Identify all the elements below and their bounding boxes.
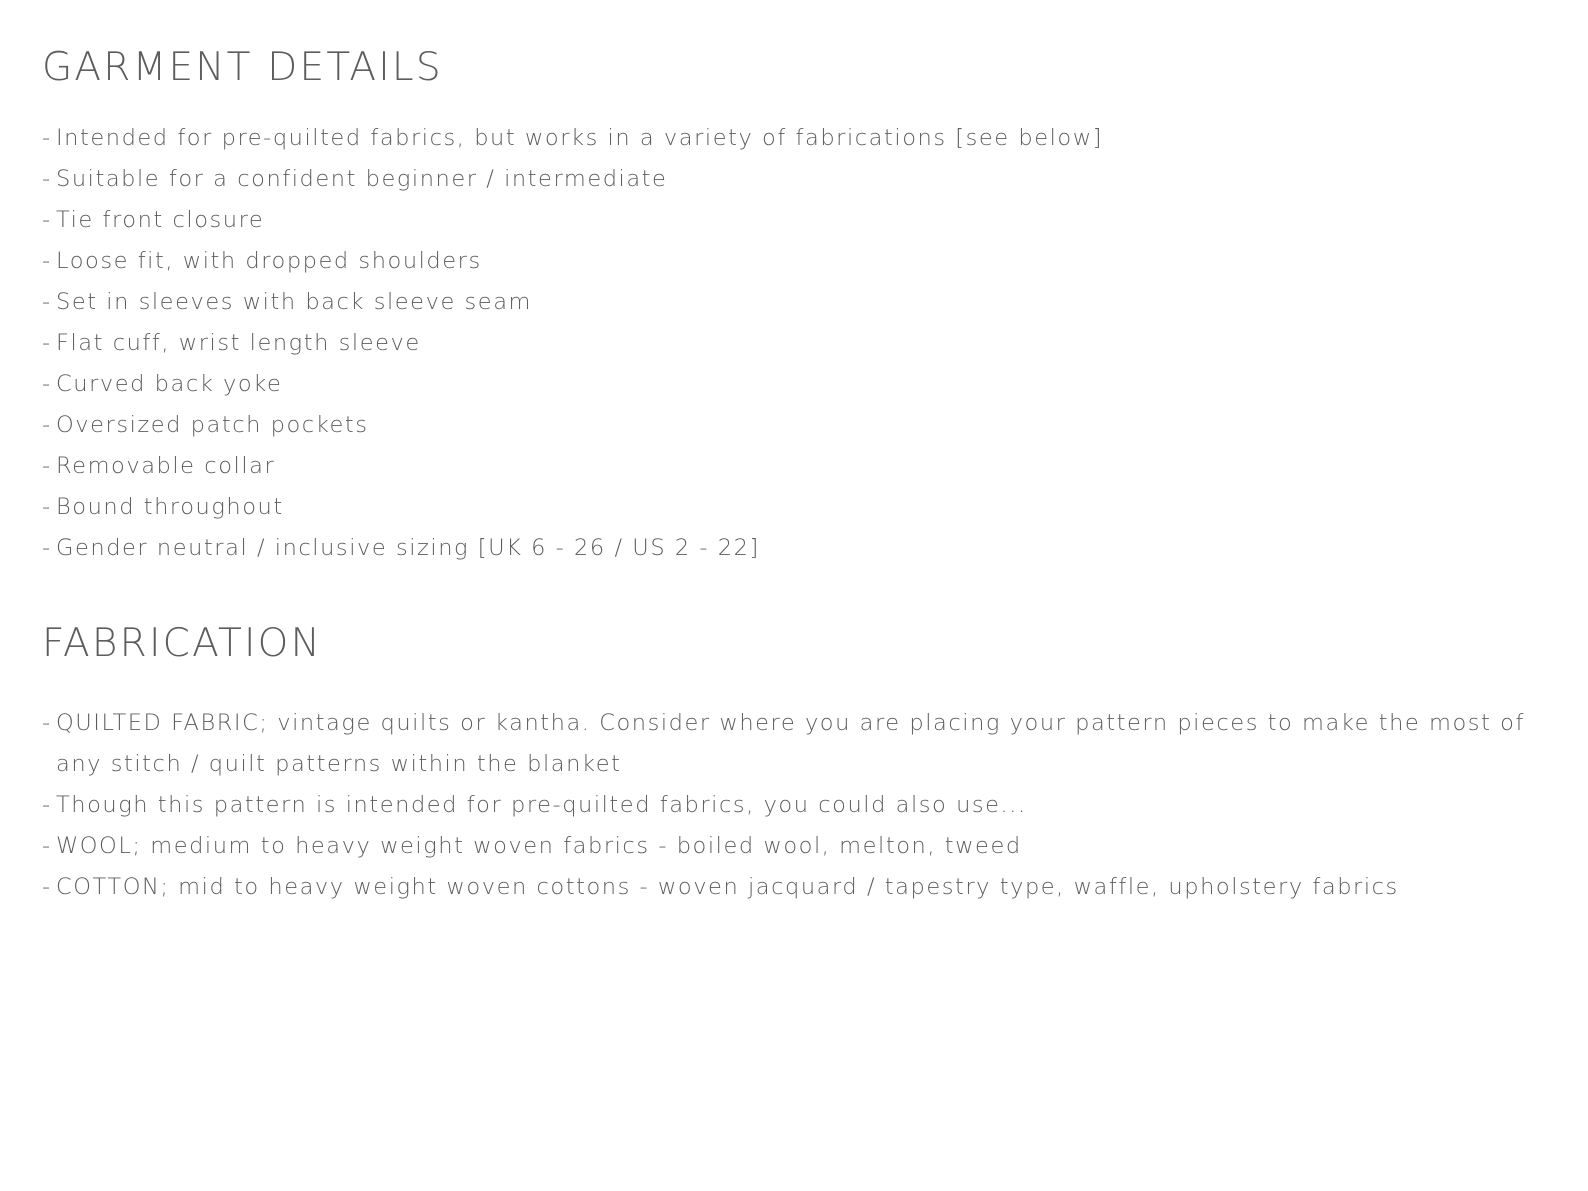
fabrication-list (42, 703, 1542, 908)
list-item-text: WOOL; medium to heavy weight woven fabrics - boiled wool, melton, tweed (56, 833, 1022, 859)
list-item (42, 241, 1542, 282)
list-item (42, 323, 1542, 364)
bullet-dash: - (42, 833, 52, 859)
list-item (42, 826, 1542, 867)
bullet-dash: - (42, 453, 52, 479)
fabrication-heading: FABRICATION (42, 621, 322, 666)
bullet-dash: - (42, 412, 52, 438)
list-item-text: Loose fit, with dropped shoulders (56, 248, 482, 274)
list-item (42, 405, 1542, 446)
list-item-text: Tie front closure (56, 207, 265, 233)
list-item-text: Bound throughout (56, 494, 284, 520)
list-item-text: Curved back yoke (56, 371, 283, 397)
list-item-text: Intended for pre-quilted fabrics, but works in a variety of fabrications [see below] (56, 125, 1104, 151)
bullet-dash: - (42, 874, 52, 900)
list-item-text: Suitable for a confident beginner / intermediate (56, 166, 668, 192)
list-item (42, 487, 1542, 528)
bullet-dash: - (42, 289, 52, 315)
list-item-text: Flat cuff, wrist length sleeve (56, 330, 421, 356)
list-item-text: Though this pattern is intended for pre-quilted fabrics, you could also use... (56, 792, 1027, 818)
bullet-dash: - (42, 125, 52, 151)
list-item (42, 867, 1542, 908)
list-item (42, 118, 1542, 159)
list-item-text: QUILTED FABRIC; vintage quilts or kantha. Consider where you are placing your pattern pieces to make the most of any stitch / quilt patterns within the blanket (56, 710, 1525, 777)
list-item-text: Oversized patch pockets (56, 412, 369, 438)
bullet-dash: - (42, 535, 52, 561)
list-item (42, 282, 1542, 323)
list-item (42, 364, 1542, 405)
list-item (42, 200, 1542, 241)
bullet-dash: - (42, 248, 52, 274)
bullet-dash: - (42, 792, 52, 818)
garment-details-heading: GARMENT DETAILS (42, 45, 443, 90)
bullet-dash: - (42, 371, 52, 397)
list-item-text: Gender neutral / inclusive sizing [UK 6 - 26 / US 2 - 22] (56, 535, 760, 561)
list-item (42, 528, 1542, 569)
bullet-dash: - (42, 207, 52, 233)
bullet-dash: - (42, 494, 52, 520)
list-item (42, 785, 1542, 826)
list-item-text: Removable collar (56, 453, 276, 479)
bullet-dash: - (42, 330, 52, 356)
list-item (42, 159, 1542, 200)
bullet-dash: - (42, 166, 52, 192)
list-item (42, 446, 1542, 487)
bullet-dash: - (42, 710, 52, 736)
list-item-text: COTTON; mid to heavy weight woven cottons - woven jacquard / tapestry type, waffle, upholstery fabrics (56, 874, 1399, 900)
garment-details-list (42, 118, 1542, 569)
list-item-text: Set in sleeves with back sleeve seam (56, 289, 533, 315)
list-item (42, 703, 1526, 785)
